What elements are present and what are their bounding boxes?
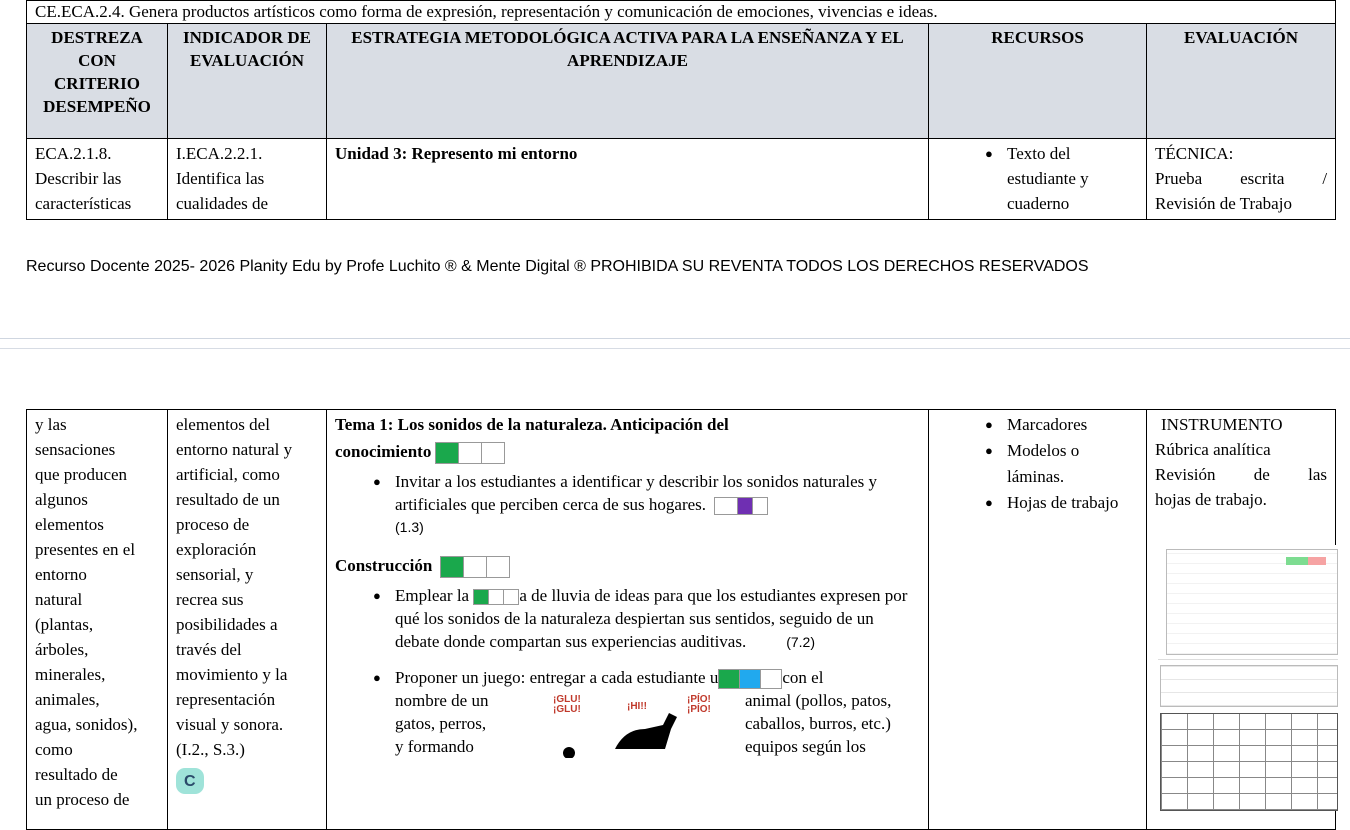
- recursos-item: ● Modelos o láminas.: [1007, 438, 1138, 490]
- indicador-line: sensorial, y: [176, 565, 254, 584]
- destreza-line: animales,: [35, 690, 100, 709]
- destreza-line: (plantas,: [35, 615, 94, 634]
- page-footer: Recurso Docente 2025- 2026 Planity Edu by Profe Luchito ® & Mente Digital ® PROHIBIDA SU REVENTA TODOS LOS DERECHOS RESERVADOS: [26, 258, 1089, 275]
- evaluacion-instrumento: INSTRUMENTO: [1161, 415, 1283, 434]
- indicador-line: movimiento y la: [176, 665, 288, 684]
- planning-table-top: [26, 0, 1336, 220]
- destreza-line: características: [35, 194, 132, 213]
- indicador-line: recrea sus: [176, 590, 244, 609]
- bullet-line: gatos, perros,: [395, 714, 487, 734]
- evaluacion-line: Revisión de Trabajo: [1155, 194, 1292, 213]
- bullet-line: y formando: [395, 737, 474, 757]
- bullet-text: Invitar a los estudiantes a identificar y describir los sonidos naturales y artificiales que perciben cerca de sus hogares.: [395, 472, 878, 515]
- destreza-line: un proceso de: [35, 790, 130, 809]
- indicador-line: representación: [176, 690, 276, 709]
- progress-checkbox-icon: [435, 442, 505, 464]
- destreza-line: y las: [35, 415, 67, 434]
- sound-word: ¡GLU! ¡GLU!: [553, 694, 581, 716]
- indicador-line: elementos del: [176, 415, 270, 434]
- recursos-item: ● Marcadores: [1007, 412, 1138, 438]
- destreza-line: algunos: [35, 490, 88, 509]
- header-indicador: INDICADOR DE EVALUACIÓN: [168, 24, 327, 139]
- destreza-line: ECA.2.1.8.: [35, 144, 112, 163]
- rubric-thumbnail-image: [1158, 545, 1338, 809]
- tema-title-cont: conocimiento: [335, 442, 432, 461]
- bullet-line: nombre de un: [395, 691, 489, 711]
- purple-mark-icon: [714, 497, 768, 515]
- construccion-title: Construcción: [335, 556, 433, 576]
- animal-sounds-illustration: [545, 689, 745, 758]
- header-recursos: RECURSOS: [929, 24, 1147, 139]
- header-estrategia: ESTRATEGIA METODOLÓGICA ACTIVA PARA LA ENSEÑANZA Y EL APRENDIZAJE: [327, 24, 929, 139]
- destreza-line: árboles,: [35, 640, 89, 659]
- destreza-line: minerales,: [35, 665, 106, 684]
- recursos-cell: [929, 139, 1147, 220]
- strategy-bullet: [395, 666, 920, 758]
- destreza-line: como: [35, 740, 73, 759]
- tema-title: Tema 1: Los sonidos de la naturaleza. Anticipación del: [335, 415, 729, 434]
- header-evaluacion: EVALUACIÓN: [1147, 24, 1336, 139]
- destreza-line: presentes en el: [35, 540, 136, 559]
- recursos-cont-cell: [929, 410, 1147, 830]
- destreza-line: entorno: [35, 565, 87, 584]
- destreza-line: natural: [35, 590, 83, 609]
- indicador-line: cualidades de: [176, 194, 269, 213]
- lluvia-mark-icon: [473, 589, 519, 605]
- indicador-line: artificial, como: [176, 465, 280, 484]
- page-divider: [0, 348, 1350, 349]
- horse-silhouette-icon: [545, 689, 745, 758]
- planning-table-bottom: [26, 409, 1336, 830]
- strategy-bullet: [395, 470, 920, 539]
- bullet-line: equipos según los: [745, 737, 866, 757]
- evaluacion-tecnica: TÉCNICA:: [1155, 144, 1234, 163]
- unit-title: Unidad 3: Represento mi entorno: [335, 144, 578, 163]
- progress-mark-icon: [718, 669, 782, 689]
- sound-word: ¡PÍO! ¡PÍO!: [687, 694, 711, 716]
- destreza-line: agua, sonidos),: [35, 715, 138, 734]
- destreza-line: elementos: [35, 515, 104, 534]
- indicador-cell: [168, 139, 327, 220]
- bullet-text: Emplear la: [395, 586, 470, 606]
- progress-checkbox-icon: [440, 556, 510, 578]
- indicador-cont-cell: [168, 410, 327, 830]
- recursos-item: ● Hojas de trabajo: [1007, 490, 1138, 516]
- destreza-line: resultado de: [35, 765, 118, 784]
- indicador-line: proceso de: [176, 515, 250, 534]
- destreza-cell: [27, 139, 168, 220]
- indicador-line: entorno natural y: [176, 440, 293, 459]
- evaluacion-rubrica: Rúbrica analítica: [1155, 440, 1271, 459]
- indicador-line: exploración: [176, 540, 257, 559]
- indicador-line: visual y sonora.: [176, 715, 284, 734]
- bullet-text: a de lluvia de ideas para que los estudiantes expresen por qué los sonidos de la naturaleza despiertan sus sentidos, seguido de un debate donde compartan sus experiencias auditivas.: [395, 586, 908, 652]
- bullet-ref: (1.3): [395, 519, 424, 536]
- indicador-line: través del: [176, 640, 242, 659]
- evaluacion-revision: Revisión de las: [1155, 465, 1327, 484]
- evaluacion-revision-cont: hojas de trabajo.: [1155, 490, 1267, 509]
- chatbot-c-icon[interactable]: [176, 768, 204, 794]
- bullet-text: con el: [782, 668, 824, 688]
- indicador-line: I.ECA.2.2.1.: [176, 144, 263, 163]
- bullet-line: caballos, burros, etc.): [745, 714, 891, 734]
- criterion-text: CE.ECA.2.4. Genera productos artísticos como forma de expresión, representación y comunicación de emociones, vivencias e ideas.: [27, 1, 1336, 24]
- bullet-ref: (7.2): [786, 634, 816, 651]
- header-destreza: DESTREZA CON CRITERIO DESEMPEÑO: [27, 24, 168, 139]
- evaluacion-cell: [1147, 139, 1336, 220]
- bullet-line: animal (pollos, patos,: [745, 691, 892, 711]
- estrategia-cell: [327, 139, 929, 220]
- destreza-line: que producen: [35, 465, 128, 484]
- sound-word: ¡HI!!: [627, 701, 647, 713]
- indicador-line: (I.2., S.3.): [176, 740, 245, 759]
- bullet-text: Proponer un juego: entregar a cada estudiante u: [395, 668, 719, 688]
- estrategia-cont-cell: [327, 410, 929, 830]
- indicador-line: resultado de un: [176, 490, 280, 509]
- page-divider: [0, 338, 1350, 339]
- recursos-item: ● Texto del estudiante y cuaderno: [1007, 141, 1138, 216]
- indicador-line: posibilidades a: [176, 615, 278, 634]
- indicador-line: Identifica las: [176, 169, 265, 188]
- strategy-bullet: [395, 584, 920, 654]
- destreza-line: sensaciones: [35, 440, 116, 459]
- destreza-cont-cell: [27, 410, 168, 830]
- evaluacion-line: Prueba escrita /: [1155, 169, 1328, 188]
- destreza-line: Describir las: [35, 169, 122, 188]
